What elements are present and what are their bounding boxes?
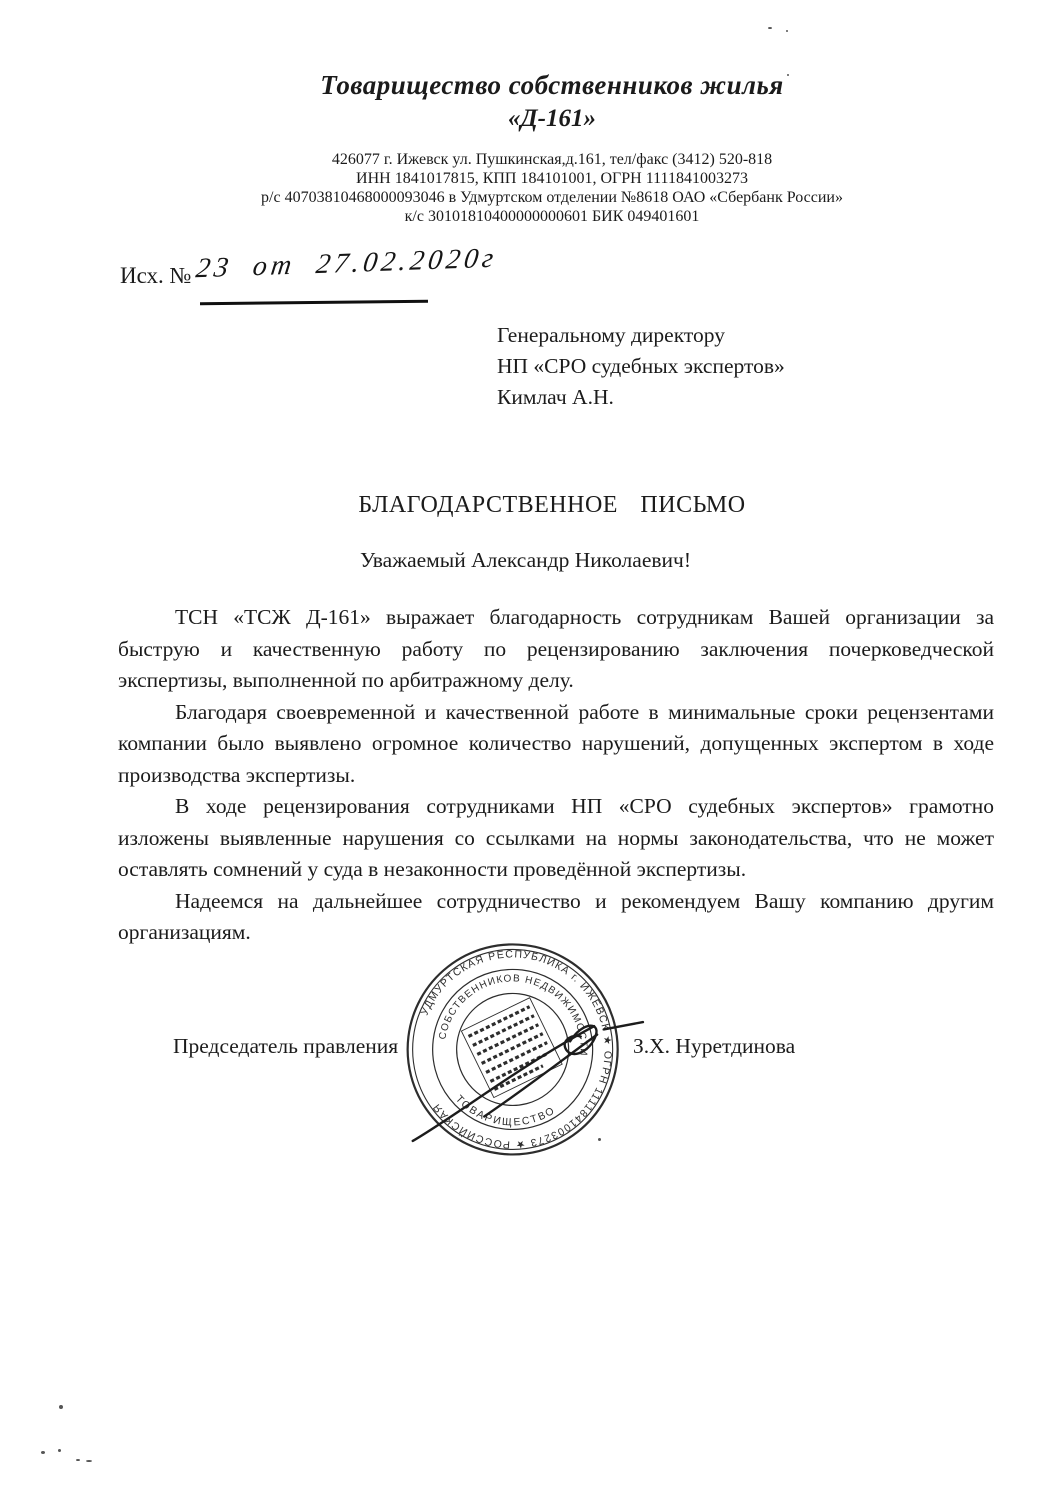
letter-body: [118, 602, 994, 949]
addressee-name: Кимлач А.Н.: [497, 385, 614, 409]
address-line: 426077 г. Ижевск ул. Пушкинская,д.161, тел/факс (3412) 520-818: [331, 151, 773, 168]
scan-speckle: [598, 1138, 601, 1141]
paragraph-4: Надеемся на дальнейшее сотрудничество и рекомендуем Вашу компанию другим организациям.: [118, 888, 994, 944]
scan-speckle: [786, 30, 788, 32]
scan-speckle: [59, 1405, 63, 1409]
scan-speckle: [768, 27, 772, 29]
stamp-middle-ring-top-text: СОБСТВЕННИКОВ НЕДВИЖИМОСТИ: [437, 973, 589, 1057]
stamp-outer-ring-text: УДМУРТСКАЯ РЕСПУБЛИКА г. ИЖЕВСК ★ ОГРН 1111841003273 ★ РОССИЙСКАЯ: [418, 948, 614, 1151]
signer-name: З.Х. Нуретдинова: [633, 1034, 796, 1058]
stamp-middle-ring-bottom-text: ТОВАРИЩЕСТВО: [452, 1092, 559, 1129]
letterhead: [23, 70, 1058, 133]
scan-speckle: [86, 1460, 92, 1462]
stamp-center-text-block: [461, 998, 562, 1098]
paragraph-1: ТСН «ТСЖ Д-161» выражает благодарность сотрудникам Вашей организации за быструю и качественную работу по рецензированию заключения почерковедческой экспертизы, выполненной по арбитражному делу.: [118, 605, 994, 692]
addressee-position: Генеральному директору: [497, 323, 725, 347]
bank-account-line: р/с 40703810468000093046 в Удмуртском отделении №8618 ОАО «Сбербанк России»: [261, 189, 843, 206]
round-stamp: [356, 898, 678, 1211]
scan-speckle: [41, 1451, 45, 1454]
paragraph-3: В ходе рецензирования сотрудниками НП «СРО судебных экспертов» грамотно изложены выявленные нарушения со ссылками на нормы законодательства, что не может оставлять сомнений у суда в незаконности проведённой экспертизы.: [118, 794, 994, 881]
outgoing-number-row: [120, 263, 191, 289]
addressee-block: [497, 320, 785, 413]
inn-kpp-ogrn-line: ИНН 1841017815, КПП 184101001, ОГРН 1111841003273: [356, 170, 748, 187]
scan-speckle: [76, 1459, 80, 1461]
organization-type: Товарищество собственников жилья: [320, 70, 784, 100]
document-title: БЛАГОДАРСТВЕННОЕ ПИСЬМО: [358, 492, 746, 518]
organization-name: «Д-161»: [508, 105, 596, 132]
scan-speckle: [58, 1449, 61, 1452]
signer-position-label: Председатель правления: [173, 1034, 399, 1058]
outgoing-number-underline: [200, 300, 428, 305]
bik-line: к/с 30101810400000000601 БИК 049401601: [404, 208, 700, 225]
addressee-organization: НП «СРО судебных экспертов»: [497, 354, 785, 378]
scan-speckle: [787, 74, 789, 76]
salutation: Уважаемый Александр Николаевич!: [360, 548, 692, 572]
letterhead-requisites: [23, 150, 1058, 226]
paragraph-2: Благодаря своевременной и качественной работе в минимальные сроки рецензентами компании было выявлено огромное количество нарушений, допущенных экспертом в ходе производства экспертизы.: [118, 699, 994, 787]
outgoing-number-label: Исх. №: [120, 263, 192, 288]
outgoing-number-handwritten: 23 от 27.02.2020г: [193, 242, 500, 285]
